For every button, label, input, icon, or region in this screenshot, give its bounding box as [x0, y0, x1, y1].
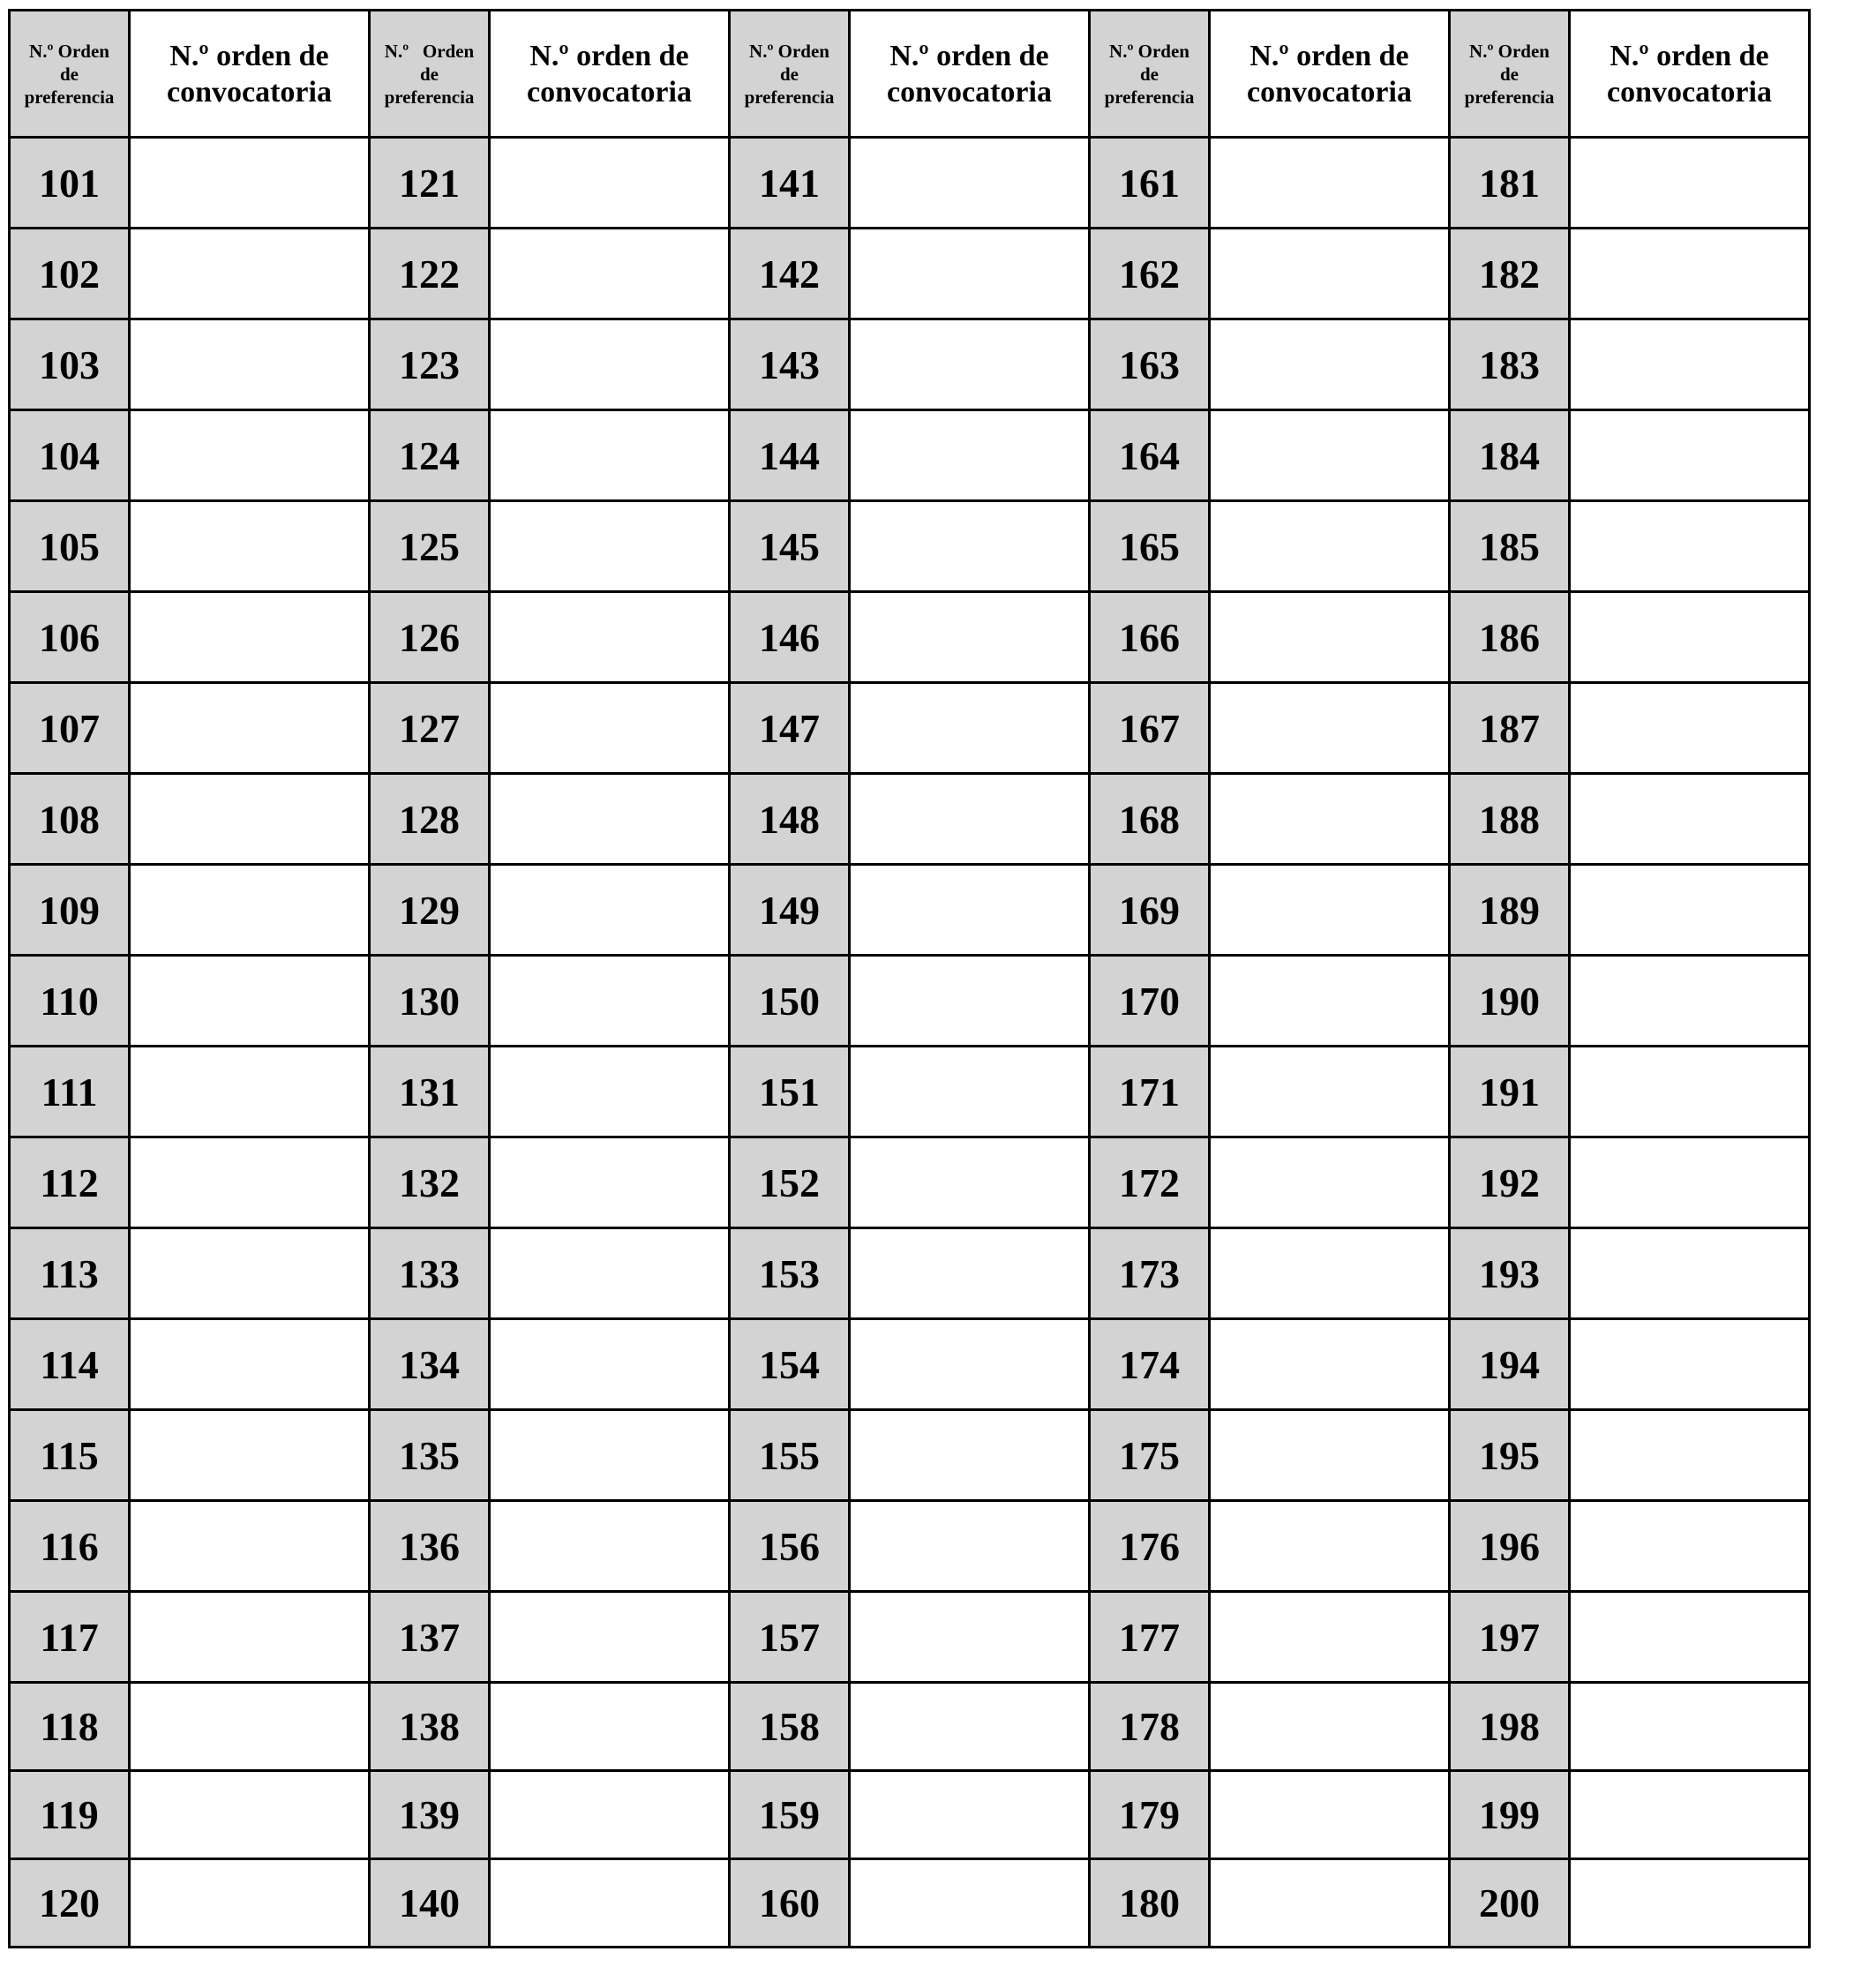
table-row — [10, 1228, 1810, 1319]
preference-number-cell: 150 — [730, 956, 850, 1047]
call-order-entry-cell[interactable] — [130, 229, 370, 319]
call-order-entry-cell[interactable] — [850, 1410, 1090, 1501]
preference-number-cell: 188 — [1450, 774, 1570, 865]
header-line: N.º orden de — [1610, 39, 1769, 72]
call-order-entry-cell[interactable] — [490, 1319, 730, 1410]
header-line: convocatoria — [1247, 75, 1412, 109]
header-line: N.º Orden — [1469, 40, 1550, 62]
preference-number-cell: 109 — [10, 865, 130, 956]
header-preference-order — [1090, 11, 1210, 138]
call-order-entry-cell[interactable] — [490, 319, 730, 410]
call-order-entry-cell[interactable] — [490, 1592, 730, 1683]
call-order-entry-cell[interactable] — [850, 1859, 1090, 1948]
call-order-entry-cell[interactable] — [130, 1410, 370, 1501]
table-row — [10, 1319, 1810, 1410]
preference-number-cell: 172 — [1090, 1137, 1210, 1228]
call-order-entry-cell[interactable] — [490, 683, 730, 774]
call-order-entry-cell[interactable] — [850, 956, 1090, 1047]
preference-number-cell: 136 — [370, 1501, 490, 1592]
call-order-entry-cell[interactable] — [130, 1047, 370, 1137]
call-order-entry-cell[interactable] — [850, 1137, 1090, 1228]
table-row — [10, 592, 1810, 683]
call-order-entry-cell[interactable] — [1570, 1137, 1810, 1228]
call-order-entry-cell[interactable] — [1210, 1137, 1450, 1228]
header-line: preferencia — [1464, 86, 1555, 108]
preference-number-cell: 135 — [370, 1410, 490, 1501]
call-order-entry-cell[interactable] — [130, 1319, 370, 1410]
preference-number-cell: 173 — [1090, 1228, 1210, 1319]
call-order-entry-cell[interactable] — [850, 1501, 1090, 1592]
header-line: preferencia — [744, 86, 835, 108]
call-order-entry-cell[interactable] — [490, 592, 730, 683]
preference-number-cell: 112 — [10, 1137, 130, 1228]
table-row — [10, 1047, 1810, 1137]
preference-number-cell: 182 — [1450, 229, 1570, 319]
preference-number-cell: 148 — [730, 774, 850, 865]
preference-number-cell: 113 — [10, 1228, 130, 1319]
call-order-entry-cell[interactable] — [490, 956, 730, 1047]
preference-number-cell: 176 — [1090, 1501, 1210, 1592]
header-line: de — [420, 63, 439, 85]
table-row — [10, 774, 1810, 865]
header-row — [10, 11, 1810, 138]
call-order-entry-cell[interactable] — [130, 1683, 370, 1771]
call-order-entry-cell[interactable] — [1570, 1592, 1810, 1683]
preference-number-cell: 169 — [1090, 865, 1210, 956]
preference-number-cell: 196 — [1450, 1501, 1570, 1592]
call-order-entry-cell[interactable] — [1570, 683, 1810, 774]
header-call-order — [490, 11, 730, 138]
preference-number-cell: 151 — [730, 1047, 850, 1137]
preference-number-cell: 111 — [10, 1047, 130, 1137]
table-row — [10, 1137, 1810, 1228]
call-order-entry-cell[interactable] — [850, 138, 1090, 229]
preference-number-cell: 170 — [1090, 956, 1210, 1047]
header-line: convocatoria — [887, 75, 1052, 109]
call-order-entry-cell[interactable] — [850, 592, 1090, 683]
call-order-entry-cell[interactable] — [130, 1859, 370, 1948]
call-order-entry-cell[interactable] — [1210, 1859, 1450, 1948]
preference-number-cell: 186 — [1450, 592, 1570, 683]
preference-number-cell: 160 — [730, 1859, 850, 1948]
preference-number-cell: 184 — [1450, 410, 1570, 501]
preference-number-cell: 134 — [370, 1319, 490, 1410]
preference-number-cell: 187 — [1450, 683, 1570, 774]
preference-number-cell: 161 — [1090, 138, 1210, 229]
preference-number-cell: 157 — [730, 1592, 850, 1683]
preference-number-cell: 105 — [10, 501, 130, 592]
preference-number-cell: 197 — [1450, 1592, 1570, 1683]
preference-number-cell: 140 — [370, 1859, 490, 1948]
header-line: N.º Orden — [749, 40, 829, 62]
call-order-entry-cell[interactable] — [130, 592, 370, 683]
call-order-entry-cell[interactable] — [1210, 865, 1450, 956]
preference-number-cell: 129 — [370, 865, 490, 956]
header-line: preferencia — [24, 86, 115, 108]
call-order-entry-cell[interactable] — [1210, 592, 1450, 683]
header-line: de — [1500, 63, 1519, 85]
preference-number-cell: 137 — [370, 1592, 490, 1683]
preference-number-cell: 164 — [1090, 410, 1210, 501]
preference-number-cell: 121 — [370, 138, 490, 229]
call-order-entry-cell[interactable] — [490, 1501, 730, 1592]
call-order-entry-cell[interactable] — [1570, 774, 1810, 865]
preference-number-cell: 133 — [370, 1228, 490, 1319]
table-row — [10, 501, 1810, 592]
call-order-entry-cell[interactable] — [850, 501, 1090, 592]
preference-number-cell: 181 — [1450, 138, 1570, 229]
preference-number-cell: 116 — [10, 1501, 130, 1592]
preference-number-cell: 126 — [370, 592, 490, 683]
preference-number-cell: 185 — [1450, 501, 1570, 592]
call-order-entry-cell[interactable] — [130, 774, 370, 865]
preference-number-cell: 156 — [730, 1501, 850, 1592]
call-order-entry-cell[interactable] — [1570, 501, 1810, 592]
call-order-entry-cell[interactable] — [130, 683, 370, 774]
preference-number-cell: 119 — [10, 1771, 130, 1859]
call-order-entry-cell[interactable] — [490, 1859, 730, 1948]
table-row — [10, 865, 1810, 956]
table-row — [10, 1592, 1810, 1683]
call-order-entry-cell[interactable] — [130, 410, 370, 501]
preference-number-cell: 159 — [730, 1771, 850, 1859]
call-order-entry-cell[interactable] — [130, 1771, 370, 1859]
header-line: convocatoria — [167, 75, 332, 109]
call-order-entry-cell[interactable] — [1210, 956, 1450, 1047]
preference-number-cell: 166 — [1090, 592, 1210, 683]
table-row — [10, 410, 1810, 501]
call-order-entry-cell[interactable] — [1570, 956, 1810, 1047]
header-call-order — [1210, 11, 1450, 138]
preference-number-cell: 118 — [10, 1683, 130, 1771]
header-line: N.º Orden — [1109, 40, 1189, 62]
call-order-entry-cell[interactable] — [1570, 1683, 1810, 1771]
table-row — [10, 229, 1810, 319]
preference-number-cell: 106 — [10, 592, 130, 683]
call-order-entry-cell[interactable] — [1210, 1410, 1450, 1501]
call-order-entry-cell[interactable] — [490, 865, 730, 956]
preference-number-cell: 171 — [1090, 1047, 1210, 1137]
header-line: convocatoria — [527, 75, 692, 109]
preference-number-cell: 168 — [1090, 774, 1210, 865]
preference-number-cell: 177 — [1090, 1592, 1210, 1683]
preference-number-cell: 108 — [10, 774, 130, 865]
preference-number-cell: 189 — [1450, 865, 1570, 956]
preference-number-cell: 146 — [730, 592, 850, 683]
call-order-entry-cell[interactable] — [1210, 410, 1450, 501]
preference-number-cell: 149 — [730, 865, 850, 956]
preference-number-cell: 123 — [370, 319, 490, 410]
header-preference-order — [730, 11, 850, 138]
call-order-entry-cell[interactable] — [1570, 229, 1810, 319]
call-order-entry-cell[interactable] — [1570, 1047, 1810, 1137]
call-order-entry-cell[interactable] — [490, 774, 730, 865]
call-order-entry-cell[interactable] — [490, 138, 730, 229]
call-order-entry-cell[interactable] — [130, 1137, 370, 1228]
call-order-entry-cell[interactable] — [1570, 592, 1810, 683]
call-order-entry-cell[interactable] — [1210, 1047, 1450, 1137]
preference-number-cell: 155 — [730, 1410, 850, 1501]
call-order-entry-cell[interactable] — [490, 1047, 730, 1137]
call-order-entry-cell[interactable] — [490, 1771, 730, 1859]
preference-number-cell: 190 — [1450, 956, 1570, 1047]
preference-number-cell: 102 — [10, 229, 130, 319]
call-order-entry-cell[interactable] — [1570, 410, 1810, 501]
header-line: N.º Orden — [29, 40, 109, 62]
call-order-entry-cell[interactable] — [1210, 1319, 1450, 1410]
call-order-entry-cell[interactable] — [490, 229, 730, 319]
table-body — [10, 138, 1810, 1948]
call-order-entry-cell[interactable] — [1210, 683, 1450, 774]
preference-number-cell: 167 — [1090, 683, 1210, 774]
call-order-entry-cell[interactable] — [850, 410, 1090, 501]
preference-number-cell: 198 — [1450, 1683, 1570, 1771]
header-line: N.º orden de — [1249, 39, 1409, 72]
header-line: N.º orden de — [889, 39, 1049, 72]
call-order-entry-cell[interactable] — [490, 501, 730, 592]
call-order-entry-cell[interactable] — [130, 1228, 370, 1319]
call-order-entry-cell[interactable] — [1570, 138, 1810, 229]
header-line: de — [780, 63, 799, 85]
call-order-entry-cell[interactable] — [490, 1410, 730, 1501]
header-preference-order — [370, 11, 490, 138]
preference-number-cell: 128 — [370, 774, 490, 865]
call-order-entry-cell[interactable] — [850, 865, 1090, 956]
call-order-entry-cell[interactable] — [130, 1592, 370, 1683]
call-order-entry-cell[interactable] — [1210, 774, 1450, 865]
header-line: N.º orden de — [529, 39, 689, 72]
call-order-entry-cell[interactable] — [1570, 865, 1810, 956]
call-order-entry-cell[interactable] — [1570, 1410, 1810, 1501]
call-order-entry-cell[interactable] — [1210, 229, 1450, 319]
table-row — [10, 683, 1810, 774]
call-order-entry-cell[interactable] — [490, 1228, 730, 1319]
call-order-entry-cell[interactable] — [850, 319, 1090, 410]
header-call-order — [850, 11, 1090, 138]
preference-number-cell: 194 — [1450, 1319, 1570, 1410]
call-order-entry-cell[interactable] — [490, 1137, 730, 1228]
preference-number-cell: 107 — [10, 683, 130, 774]
preference-number-cell: 158 — [730, 1683, 850, 1771]
preference-number-cell: 127 — [370, 683, 490, 774]
call-order-entry-cell[interactable] — [850, 1592, 1090, 1683]
preference-number-cell: 138 — [370, 1683, 490, 1771]
preference-number-cell: 191 — [1450, 1047, 1570, 1137]
preference-number-cell: 143 — [730, 319, 850, 410]
preference-number-cell: 174 — [1090, 1319, 1210, 1410]
preference-number-cell: 165 — [1090, 501, 1210, 592]
call-order-entry-cell[interactable] — [130, 865, 370, 956]
call-order-entry-cell[interactable] — [850, 229, 1090, 319]
call-order-entry-cell[interactable] — [490, 410, 730, 501]
call-order-entry-cell[interactable] — [130, 956, 370, 1047]
preference-number-cell: 195 — [1450, 1410, 1570, 1501]
preference-number-cell: 193 — [1450, 1228, 1570, 1319]
preference-number-cell: 154 — [730, 1319, 850, 1410]
preference-number-cell: 110 — [10, 956, 130, 1047]
preference-number-cell: 145 — [730, 501, 850, 592]
preference-number-cell: 144 — [730, 410, 850, 501]
preference-number-cell: 183 — [1450, 319, 1570, 410]
header-line: preferencia — [1104, 86, 1195, 108]
call-order-entry-cell[interactable] — [850, 683, 1090, 774]
preference-number-cell: 179 — [1090, 1771, 1210, 1859]
preference-number-cell: 200 — [1450, 1859, 1570, 1948]
call-order-entry-cell[interactable] — [1210, 1501, 1450, 1592]
preference-number-cell: 175 — [1090, 1410, 1210, 1501]
call-order-entry-cell[interactable] — [130, 319, 370, 410]
call-order-entry-cell[interactable] — [850, 774, 1090, 865]
table-row — [10, 138, 1810, 229]
preference-number-cell: 142 — [730, 229, 850, 319]
call-order-entry-cell[interactable] — [130, 138, 370, 229]
preference-number-cell: 199 — [1450, 1771, 1570, 1859]
table-row — [10, 1859, 1810, 1948]
call-order-entry-cell[interactable] — [1570, 319, 1810, 410]
call-order-entry-cell[interactable] — [1570, 1501, 1810, 1592]
call-order-entry-cell[interactable] — [850, 1228, 1090, 1319]
call-order-entry-cell[interactable] — [1570, 1319, 1810, 1410]
call-order-entry-cell[interactable] — [1210, 1592, 1450, 1683]
call-order-entry-cell[interactable] — [1210, 1228, 1450, 1319]
call-order-entry-cell[interactable] — [850, 1319, 1090, 1410]
preference-number-cell: 132 — [370, 1137, 490, 1228]
table-row — [10, 1683, 1810, 1771]
preference-number-cell: 115 — [10, 1410, 130, 1501]
table-row — [10, 956, 1810, 1047]
call-order-entry-cell[interactable] — [1570, 1859, 1810, 1948]
call-order-entry-cell[interactable] — [130, 501, 370, 592]
preference-number-cell: 192 — [1450, 1137, 1570, 1228]
preference-number-cell: 131 — [370, 1047, 490, 1137]
header-line: N.º orden de — [169, 39, 329, 72]
preference-order-table — [8, 9, 1811, 1948]
preference-number-cell: 104 — [10, 410, 130, 501]
preference-number-cell: 180 — [1090, 1859, 1210, 1948]
table-row — [10, 319, 1810, 410]
header-preference-order — [1450, 11, 1570, 138]
call-order-entry-cell[interactable] — [1210, 501, 1450, 592]
call-order-entry-cell[interactable] — [1570, 1228, 1810, 1319]
table-row — [10, 1410, 1810, 1501]
call-order-entry-cell[interactable] — [850, 1771, 1090, 1859]
preference-number-cell: 162 — [1090, 229, 1210, 319]
header-call-order — [130, 11, 370, 138]
preference-number-cell: 147 — [730, 683, 850, 774]
table-row — [10, 1771, 1810, 1859]
preference-number-cell: 163 — [1090, 319, 1210, 410]
preference-number-cell: 101 — [10, 138, 130, 229]
call-order-entry-cell[interactable] — [1210, 138, 1450, 229]
call-order-entry-cell[interactable] — [490, 1683, 730, 1771]
call-order-entry-cell[interactable] — [130, 1501, 370, 1592]
preference-number-cell: 124 — [370, 410, 490, 501]
preference-number-cell: 153 — [730, 1228, 850, 1319]
table-row — [10, 1501, 1810, 1592]
call-order-entry-cell[interactable] — [1210, 319, 1450, 410]
preference-number-cell: 103 — [10, 319, 130, 410]
call-order-entry-cell[interactable] — [850, 1047, 1090, 1137]
header-line: de — [60, 63, 79, 85]
preference-number-cell: 125 — [370, 501, 490, 592]
header-line: N.º Orden — [384, 40, 475, 62]
preference-number-cell: 178 — [1090, 1683, 1210, 1771]
preference-number-cell: 114 — [10, 1319, 130, 1410]
header-call-order — [1570, 11, 1810, 138]
preference-number-cell: 122 — [370, 229, 490, 319]
call-order-entry-cell[interactable] — [1210, 1683, 1450, 1771]
header-line: de — [1140, 63, 1159, 85]
header-line: preferencia — [384, 86, 475, 108]
call-order-entry-cell[interactable] — [1570, 1771, 1810, 1859]
preference-number-cell: 141 — [730, 138, 850, 229]
preference-number-cell: 139 — [370, 1771, 490, 1859]
call-order-entry-cell[interactable] — [850, 1683, 1090, 1771]
preference-number-cell: 117 — [10, 1592, 130, 1683]
preference-number-cell: 120 — [10, 1859, 130, 1948]
header-line: convocatoria — [1607, 75, 1772, 109]
call-order-entry-cell[interactable] — [1210, 1771, 1450, 1859]
header-preference-order — [10, 11, 130, 138]
preference-number-cell: 130 — [370, 956, 490, 1047]
preference-number-cell: 152 — [730, 1137, 850, 1228]
